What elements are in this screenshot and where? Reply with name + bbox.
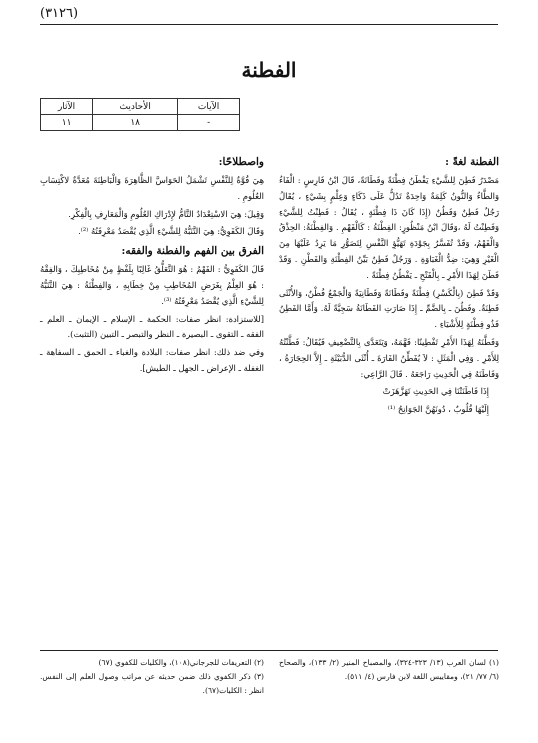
stats-value-cell: ١٨ <box>93 115 178 131</box>
paragraph: وَقِيلَ: هِيَ الاسْتِعْدَادُ التَّامُّ لإِدْرَاكِ العُلُومِ وَالْمَعَارِفِ بِالْفِكْرِ. <box>68 208 264 219</box>
stats-header-cell: الآثار <box>41 99 93 115</box>
stats-header-cell: الآيات <box>178 99 240 115</box>
see-also: [للاستزادة: انظر صفات: الحكمة ـ الإسلام ـ الإيمان ـ العلم ـ الفقه ـ التقوى ـ البصيرة ـ النظر والتبصر ـ التبين (التثبت). <box>40 313 264 340</box>
paragraph: وَفَطَّنَهُ لِهَذَا الأَمْرِ تَفْطِينًا: فَهَّمَهُ، وَيَتَعَدَّى بِالتَّضْعِيفِ فَيُقَالُ: فَطَّنْتُهُ لِلأَمْرِ . وَفِي الْمَثَلِ : لاَ يُفَطِّنُ الفَارَةَ ـ أُنْثَى الدُّبَيْثَةِ ـ إِلاَّ الحِجَارَةُ ، وَفَاطَنَهُ فِي الْحَدِيثِ رَاجَعَهُ . قَالَ الرَّاعِي: <box>279 336 499 379</box>
paragraph: وَقَدْ فَطِنَ (بِالْكَسْرِ) فِطْنَةً وفَطَانَةً وَفَطَانِيَةً وَالْجَمْعُ فُطْنٌ، وَالأُنْثَى فَطِنَةٌ. وفَطُنَ ـ بِالضَّمِّ ـ إِذَا صَارَتِ الفَطَانَةُ سَجِيَّةً لَهُ. وَأَمَّا الفَطِنُ فَذُو فِطْنَةٍ لِلأَشْيَاءِ . <box>279 287 499 330</box>
footnotes-left <box>40 656 264 698</box>
footnote: (٣) ذكر الكفوي ذلك ضمن حديثه عن مراتب وصول العلم إلى النفس. انظر : الكليات(٦٧). <box>40 672 264 695</box>
poem-line: إِذَا فَاطَنَتْنَا فِي الحَدِيثِ تَهَزَّهَزَتْ <box>382 386 489 397</box>
header-rule <box>40 24 498 25</box>
poem-line: إِلَيْهَا قُلُوبٌ ، دُونَهُنَّ الجَوَانِحُ ⁽¹⁾ <box>387 404 489 415</box>
page-number: (٣١٢٦) <box>40 6 79 21</box>
right-column <box>279 153 499 418</box>
footnote: (٢) التعريفات للجرجاني(١٠٨)، والكليات للكفوي (٦٧) <box>98 658 264 667</box>
paragraph: مَصْدَرُ فَطِنَ لِلشَّيْءِ يَفْطَنُ فِطْنَةً وفَطَانَةً، قَالَ ابْنُ فَارِسٍ : الْفَاءُ وَالطَّاءُ وَالنُّونُ كَلِمَةٌ وَاحِدَةٌ تَدُلُّ عَلَى ذَكَاءٍ وَعِلْمٍ بِشَيْءٍ ، يُقَالُ رَجُلٌ فَطِنٌ وَفَطُنٌ (إِذَا كَانَ ذَا فِطْنَةٍ ، يُقَالُ : فَطِنْتُ لِلشَّيْءِ وَفَطِنْتُ لَهُ ،وَقَالَ ابْنُ مَنْظُورٍ: الفِطْنَةُ : كَالْفَهْمِ . وَالفِطْنَةُ: الحِذْقُ وَالْفَهْمُ، وَقَدْ تُفَسَّرُ بِجَوْدَةِ تَهَيُّؤِ النَّفْسِ لِتَصَوُّرِ مَا يَرِدُ عَلَيْهَا مِنَ الْغَيْرِ وَهِيَ: ضِدُّ الْغَبَاوَةِ . وَرَجُلٌ فَطِنٌ بَيِّنُ الفِطْنَةِ وَالفَطْنِ . وَقَدْ فَطَنَ لِهَذَا الأَمْرِ ـ بِالْفَتْحِ ـ يَفْطُنُ فِطْنَةً . <box>279 175 499 280</box>
footnote-rule <box>40 650 498 651</box>
stats-header-row <box>41 99 240 115</box>
left-column <box>40 153 264 379</box>
opposites: وفي ضد ذلك: انظر صفات: البلادة والغباء ـ الحمق ـ السفاهة ـ الغفلة ـ الإعراض ـ الجهل ـ الطيش]. <box>40 347 264 373</box>
stats-header-cell: الأحاديث <box>93 99 178 115</box>
paragraph: وَقَالَ الكَفَوِيُّ: هِيَ التَّنَبُّهُ لِلشَّيْءِ الَّذِي يُقْصَدُ مَعْرِفَتُهُ ⁽²⁾. <box>78 226 264 237</box>
stats-value-cell: ١١ <box>41 115 93 131</box>
stats-value-cell: - <box>178 115 240 131</box>
stats-value-row <box>41 115 240 131</box>
heading-terminology: واصطلاحًا: <box>218 156 264 168</box>
paragraph: هِيَ قُوَّةٌ لِلنَّفْسِ تَشْمَلُ الحَوَاسَّ الظَّاهِرَةَ وَالْبَاطِنَةَ مُعَدَّةٌ لاكْتِسَابِ العُلُومِ . <box>40 175 264 201</box>
stats-table <box>40 98 240 131</box>
heading-linguistic: الفطنة لغةً : <box>445 156 499 168</box>
paragraph: قَالَ الكَفَوِيُّ : الفَهْمُ : هُوَ التَّعَلُّقُ غَالِبًا بِلَفْظٍ مِنْ مُخَاطِبِكَ ، وَالفِقْهُ : هُوَ العِلْمُ بِغَرَضِ المُخَاطِبِ مِنْ خِطَابِهِ ، وَالفِطْنَةُ : هِيَ التَّنَبُّهُ لِلشَّيْءِ الَّذِي يُقْصَدُ مَعْرِفَتُهُ ⁽³⁾. <box>40 264 264 306</box>
page-title: الفطنة <box>241 58 297 82</box>
heading-difference: الفرق بين الفهم والفطنة والفقه: <box>121 245 264 258</box>
footnote: (١) لسان العرب (١٣/ ٣٢٣-٣٢٤)، والمصباح المنير (٢/ ١٣٣)، والصحاح (٦/ ٧٧/ ٢١)، ومقاييس اللغة لابن فارس (٤/ ٥١١). <box>279 658 499 681</box>
